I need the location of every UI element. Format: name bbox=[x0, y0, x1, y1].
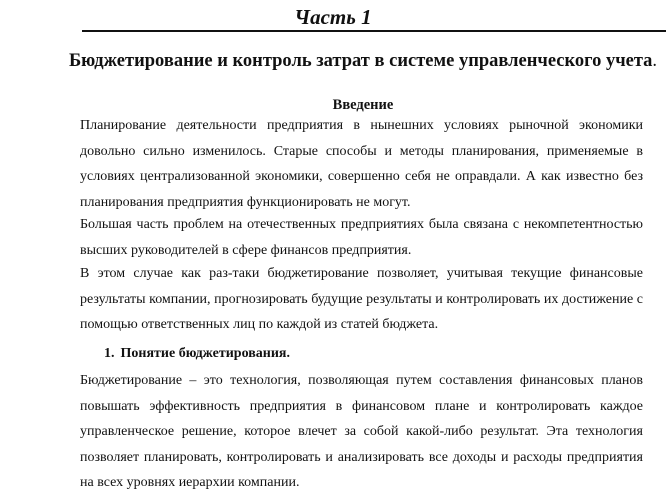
part-title: Часть 1 bbox=[294, 5, 372, 29]
main-title-text: Бюджетирование и контроль затрат в системе управленческого учета bbox=[68, 51, 653, 71]
intro-paragraph-2: Большая часть проблем на отечественных предприятиях была связана с некомпетентностью высших руководителей в сфере финансов предприятия. bbox=[80, 217, 643, 258]
intro-paragraph-3: В этом случае как раз-таки бюджетирование позволяет, учитывая текущие финансовые результаты компании, прогнозировать будущие результаты и контролировать их достижение с помощью ответственных лиц по каждой из статей бюджета. bbox=[80, 266, 643, 332]
section-number: 1. bbox=[104, 346, 115, 361]
intro-heading: Введение bbox=[332, 97, 394, 113]
section-heading bbox=[104, 346, 290, 362]
part-title-rule bbox=[82, 30, 666, 32]
main-title bbox=[60, 51, 666, 71]
section-title: Понятие бюджетирования. bbox=[120, 346, 290, 361]
intro-paragraph-1: Планирование деятельности предприятия в нынешних условиях рыночной экономики довольно сильно изменилось. Старые способы и методы планирования, применяемые в условиях централизованной экономики, совершенно себя не оправдали. А как известно без планирования предприятия функционировать не могут. bbox=[80, 118, 643, 210]
section-paragraph: Бюджетирование – это технология, позволяющая путем составления финансовых планов повышать эффективность предприятия в финансовом плане и контролировать каждое управленческое решение, которое влечет за собой какой-либо результат. Эта технология позволяет планировать, контролировать и анализировать все доходы и расходы предприятия на всех уровнях иерархии компании. bbox=[80, 373, 643, 490]
main-title-dot: . bbox=[652, 51, 658, 71]
